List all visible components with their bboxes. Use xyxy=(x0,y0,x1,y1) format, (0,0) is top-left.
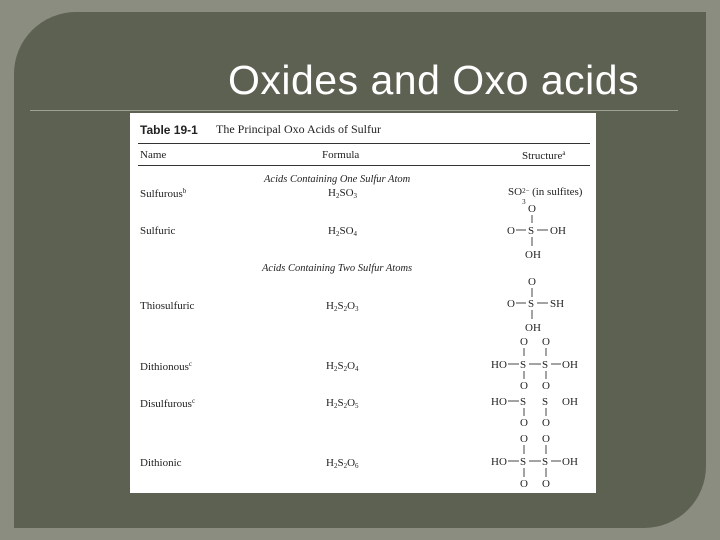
table-row-structure: SO 2− 3 (in sulfites) xyxy=(508,186,583,206)
atom-label: S xyxy=(542,456,549,468)
atom-label: OH xyxy=(562,359,578,371)
atom-label: S xyxy=(520,396,527,408)
table-row-formula: $H_2S_2O_4$ xyxy=(326,360,359,373)
atom-label: OH xyxy=(550,225,566,237)
atom-label: HO xyxy=(491,456,507,468)
atom-label: O xyxy=(528,203,536,215)
structure-diagrams xyxy=(130,113,596,493)
table-image xyxy=(130,113,596,493)
dithionic-structure xyxy=(491,433,578,490)
column-header-formula: Formula xyxy=(322,149,360,161)
table-row-formula: $H_2S_2O_5$ xyxy=(326,397,359,410)
atom-label: O xyxy=(542,336,550,348)
atom-label: S xyxy=(542,359,549,371)
section-one-sulfur: Acids Containing One Sulfur Atom xyxy=(264,174,411,185)
column-header-name: Name xyxy=(140,149,167,161)
table-row-name: Dithionic xyxy=(140,457,182,469)
table-row-name: Dithionous$^c$ xyxy=(140,360,193,373)
table-row-name: Sulfuric xyxy=(140,225,176,237)
table-row-name: Disulfurous$^c$ xyxy=(140,397,196,410)
atom-label: OH xyxy=(525,249,541,261)
section-two-sulfur: Acids Containing Two Sulfur Atoms xyxy=(262,263,413,274)
table-row-formula: $H_2S_2O_3$ xyxy=(326,300,359,313)
atom-label: OH xyxy=(562,456,578,468)
table-row-formula: $H_2SO_3$ xyxy=(328,187,358,200)
atom-label: O xyxy=(542,417,550,429)
atom-label: S xyxy=(528,298,535,310)
atom-label: S xyxy=(542,396,549,408)
table-row-name: Thiosulfuric xyxy=(140,300,195,312)
atom-label: O xyxy=(542,478,550,490)
atom-label: O xyxy=(507,225,515,237)
disulfurous-structure xyxy=(491,396,578,429)
atom-label: S xyxy=(520,456,527,468)
atom-label: O xyxy=(542,380,550,392)
slide-title: Oxides and Oxo acids xyxy=(228,57,640,103)
atom-label: HO xyxy=(491,359,507,371)
atom-label: OH xyxy=(562,396,578,408)
thiosulfuric-structure xyxy=(507,276,564,334)
atom-label: O xyxy=(528,276,536,288)
table-title: The Principal Oxo Acids of Sulfur xyxy=(216,122,381,136)
atom-label: OH xyxy=(525,322,541,334)
atom-label: O xyxy=(520,417,528,429)
table-label: Table 19-1 xyxy=(140,123,198,137)
table-row-formula: $H_2SO_4$ xyxy=(328,225,358,238)
column-header-structure: Structure$^a$ xyxy=(522,149,566,162)
title-divider xyxy=(30,110,678,111)
dithionous-structure xyxy=(491,336,578,392)
atom-label: O xyxy=(520,380,528,392)
atom-label: O xyxy=(542,433,550,445)
table-row-formula: $H_2S_2O_6$ xyxy=(326,457,359,470)
atom-label: S xyxy=(520,359,527,371)
table-row-name: Sulfurous$^b$ xyxy=(140,187,187,200)
atom-label: S xyxy=(528,225,535,237)
atom-label: O xyxy=(520,336,528,348)
atom-label: O xyxy=(507,298,515,310)
atom-label: HO xyxy=(491,396,507,408)
atom-label: O xyxy=(520,433,528,445)
atom-label: O xyxy=(520,478,528,490)
sulfuric-structure xyxy=(507,203,566,261)
atom-label: SH xyxy=(550,298,565,310)
